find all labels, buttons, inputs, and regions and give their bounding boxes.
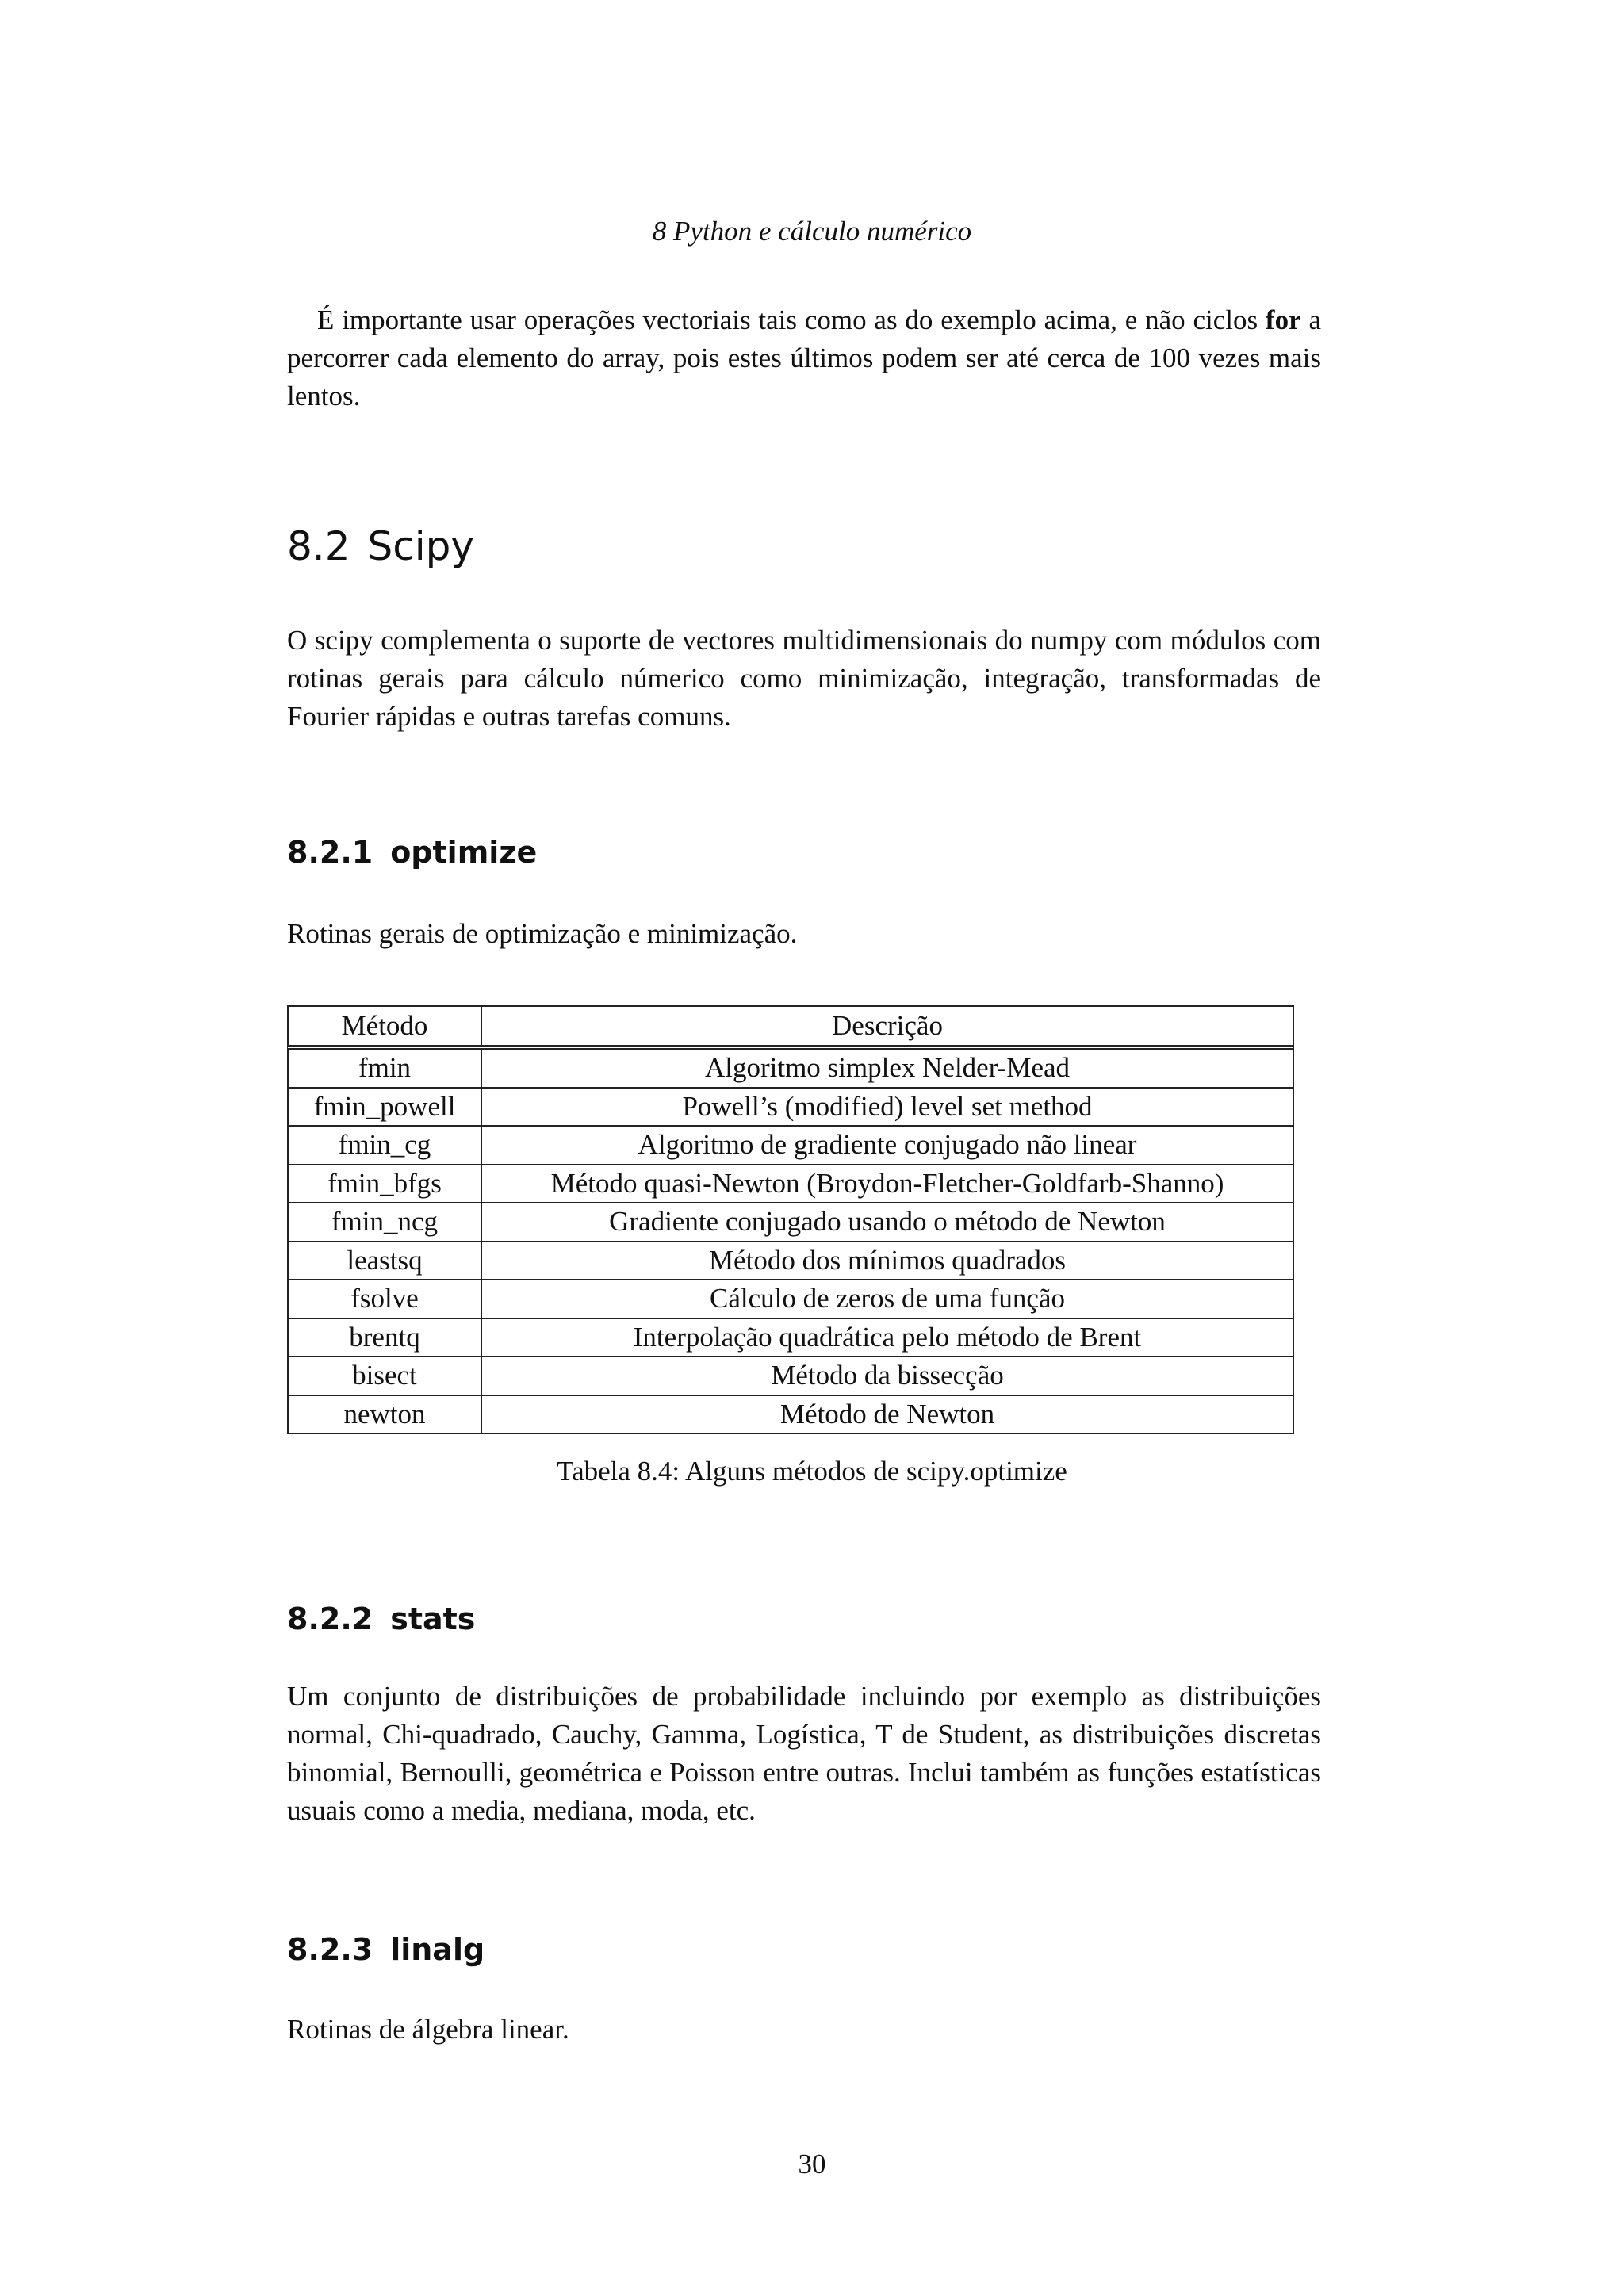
methods-table [287, 1005, 1294, 1434]
table-cell-description: Interpolação quadrática pelo método de Brent [481, 1319, 1294, 1358]
table-row [287, 1165, 1294, 1204]
table-caption: Tabela 8.4: Alguns métodos de scipy.optimize [557, 1456, 1067, 1487]
table-cell-method: fmin_bfgs [287, 1165, 481, 1204]
stats-paragraph: Um conjunto de distribuições de probabilidade incluindo por exemplo as distribuições normal, Chi-quadrado, Cauchy, Gamma, Logística, T de Student, as distribuições discretas binomial, Bernoulli, geométrica e Poisson entre outras. Inclui também as funções estatísticas usuais como a media, mediana, moda, etc. [287, 1681, 1321, 1826]
table-header-description: Descrição [481, 1005, 1294, 1050]
table-cell-description: Método quasi-Newton (Broydon-Fletcher-Goldfarb-Shanno) [481, 1165, 1294, 1204]
table-header-method: Método [287, 1005, 481, 1050]
optimize-paragraph: Rotinas gerais de optimização e minimização. [287, 918, 798, 949]
subsection-heading-stats [287, 1601, 475, 1636]
table-cell-method: fsolve [287, 1280, 481, 1319]
table-cell-method: newton [287, 1396, 481, 1435]
table-cell-description: Método dos mínimos quadrados [481, 1242, 1294, 1281]
section-number: 8.2 [287, 523, 350, 569]
page-number: 30 [798, 2149, 826, 2179]
subsection-title: stats [390, 1601, 476, 1636]
table-cell-description: Método de Newton [481, 1396, 1294, 1435]
table-cell-method: brentq [287, 1319, 481, 1358]
table-cell-description: Algoritmo simplex Nelder-Mead [481, 1050, 1294, 1089]
table-cell-method: fmin_powell [287, 1089, 481, 1127]
section-heading-scipy [287, 523, 474, 569]
subsection-number: 8.2.3 [287, 1932, 373, 1967]
intro-bold-for: for [1265, 304, 1301, 335]
table-cell-description: Algoritmo de gradiente conjugado não linear [481, 1127, 1294, 1165]
table-cell-description: Método da bissecção [481, 1357, 1294, 1396]
table-cell-description: Gradiente conjugado usando o método de Newton [481, 1203, 1294, 1242]
table-cell-method: bisect [287, 1357, 481, 1396]
table-header-row [287, 1005, 1294, 1050]
table-cell-description: Cálculo de zeros de uma função [481, 1280, 1294, 1319]
table-row [287, 1089, 1294, 1127]
table-cell-method: fmin_cg [287, 1127, 481, 1165]
subsection-heading-linalg [287, 1932, 485, 1967]
table-cell-description: Powell’s (modified) level set method [481, 1089, 1294, 1127]
intro-paragraph [287, 301, 1321, 415]
intro-text-end: a percorrer cada elemento do array, pois estes últimos podem ser até cerca de 100 vezes mais lentos. [287, 304, 1321, 411]
linalg-paragraph: Rotinas de álgebra linear. [287, 2014, 569, 2045]
running-header: 8 Python e cálculo numérico [652, 216, 972, 247]
subsection-number: 8.2.1 [287, 835, 373, 870]
intro-text-start: É importante usar operações vectoriais tais como as do exemplo acima, e não ciclos [317, 304, 1266, 335]
subsection-number: 8.2.2 [287, 1601, 373, 1636]
table-cell-method: fmin [287, 1050, 481, 1089]
subsection-title: linalg [390, 1932, 485, 1967]
table-cell-method: leastsq [287, 1242, 481, 1281]
subsection-heading-optimize [287, 835, 537, 870]
section-title: Scipy [367, 523, 474, 569]
section-paragraph: O scipy complementa o suporte de vectores multidimensionais do numpy com módulos com rotinas gerais para cálculo númerico como minimização, integração, transformadas de Fourier rápidas e outras tarefas comuns. [287, 625, 1321, 732]
table-row [287, 1242, 1294, 1281]
methods-table-wrapper [287, 1005, 1294, 1434]
table-row [287, 1050, 1294, 1089]
table-row [287, 1319, 1294, 1358]
table-row [287, 1396, 1294, 1435]
table-cell-method: fmin_ncg [287, 1203, 481, 1242]
table-row [287, 1280, 1294, 1319]
table-row [287, 1127, 1294, 1165]
table-row [287, 1357, 1294, 1396]
table-row [287, 1203, 1294, 1242]
subsection-title: optimize [390, 835, 538, 870]
